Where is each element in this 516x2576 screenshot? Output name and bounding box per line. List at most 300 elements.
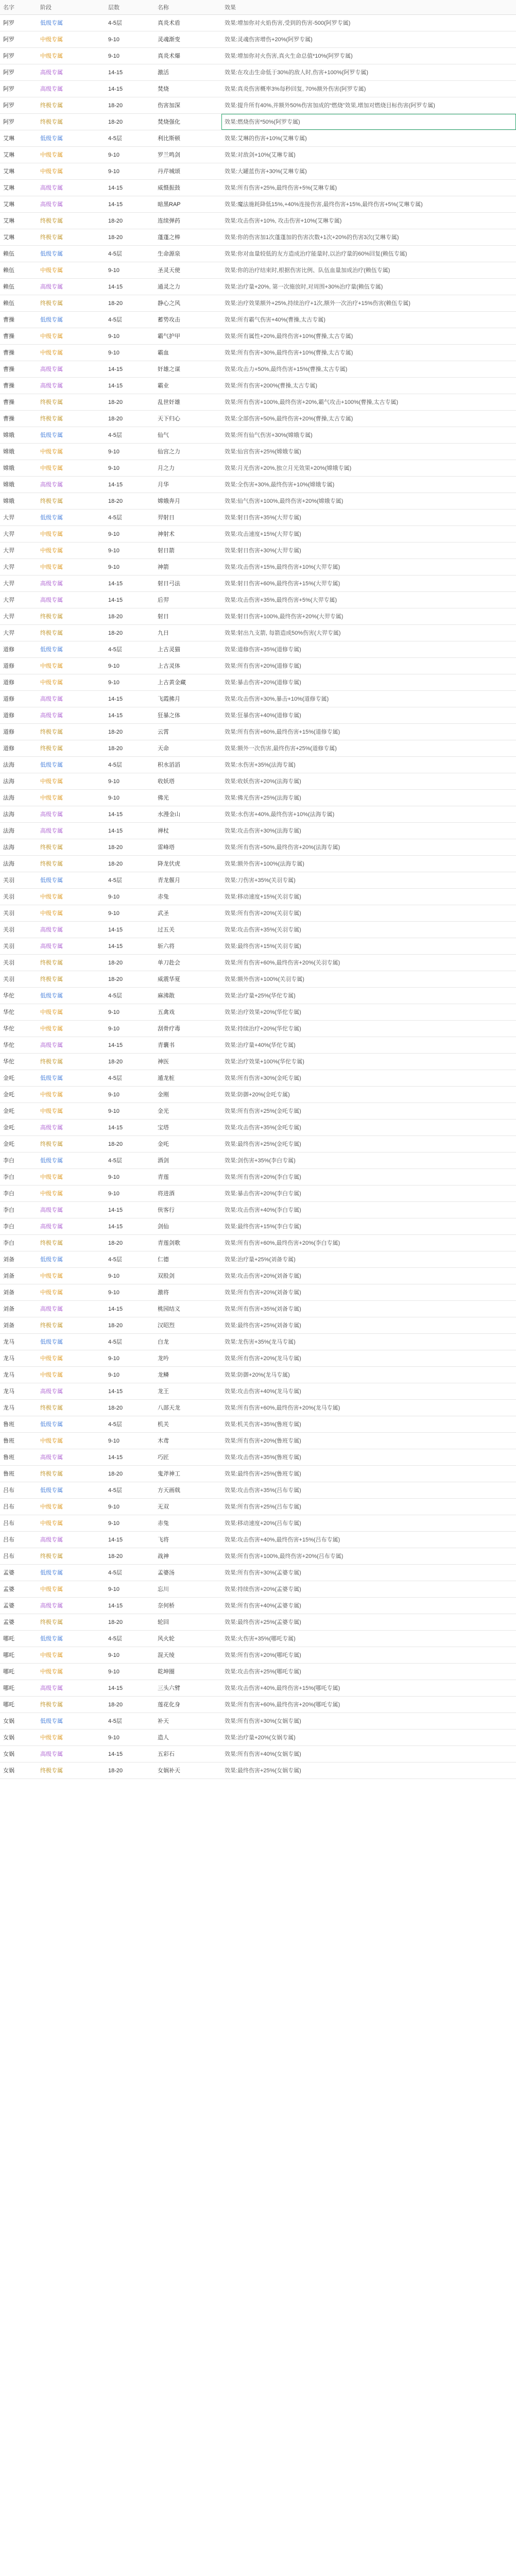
cell-effect: 效果:移动速度+20%(吕布专属) (221, 1515, 516, 1532)
table-row[interactable] (0, 905, 516, 922)
cell-effect: 效果:所有伤害+25%,最终伤害+5%(艾琳专属) (221, 180, 516, 196)
table-row[interactable] (0, 790, 516, 806)
table-row[interactable] (0, 378, 516, 394)
cell-hero-name: 嫦娥 (0, 460, 37, 477)
table-row[interactable] (0, 543, 516, 559)
cell-hero-name: 阿罗 (0, 31, 37, 48)
cell-hero-name: 曹操 (0, 378, 37, 394)
cell-hero-name: 吕布 (0, 1515, 37, 1532)
cell-hero-name: 刘备 (0, 1317, 37, 1334)
cell-hero-name: 吕布 (0, 1532, 37, 1548)
cell-stage: 低级专属 (37, 1251, 105, 1268)
cell-layers: 18-20 (105, 971, 154, 988)
cell-layers: 18-20 (105, 856, 154, 872)
cell-skill-name: 丹芹城颂 (154, 163, 221, 180)
cell-effect: 效果:攻击伤害+40%(龙马专属) (221, 1383, 516, 1400)
column-header-title[interactable]: 名称 (154, 0, 221, 15)
cell-effect: 效果:额外伤害+100%(法海专属) (221, 856, 516, 872)
cell-hero-name: 关羽 (0, 905, 37, 922)
table-row[interactable] (0, 97, 516, 114)
table-row[interactable] (0, 889, 516, 905)
cell-layers: 4-5层 (105, 757, 154, 773)
table-row[interactable] (0, 31, 516, 48)
table-row[interactable] (0, 1169, 516, 1185)
table-row[interactable] (0, 1482, 516, 1499)
cell-layers: 18-20 (105, 1054, 154, 1070)
cell-hero-name: 法海 (0, 757, 37, 773)
table-row[interactable] (0, 493, 516, 510)
cell-effect: 效果:所有伤害+20%(关羽专属) (221, 905, 516, 922)
table-row[interactable] (0, 180, 516, 196)
cell-skill-name: 上古黄金藏 (154, 674, 221, 691)
table-row[interactable] (0, 526, 516, 543)
table-row[interactable] (0, 229, 516, 246)
table-row[interactable] (0, 1367, 516, 1383)
table-row[interactable] (0, 1449, 516, 1466)
table-row[interactable] (0, 1021, 516, 1037)
table-row[interactable] (0, 823, 516, 839)
cell-hero-name: 曹操 (0, 411, 37, 427)
table-row[interactable] (0, 1416, 516, 1433)
cell-layers: 14-15 (105, 477, 154, 493)
cell-skill-name: 五彩石 (154, 1746, 221, 1762)
cell-layers: 18-20 (105, 1697, 154, 1713)
cell-hero-name: 法海 (0, 790, 37, 806)
table-row[interactable] (0, 1647, 516, 1664)
cell-stage: 终极专属 (37, 971, 105, 988)
table-row[interactable] (0, 1466, 516, 1482)
table-row[interactable] (0, 1515, 516, 1532)
table-row[interactable] (0, 1004, 516, 1021)
cell-stage: 低级专属 (37, 1713, 105, 1730)
cell-layers: 14-15 (105, 806, 154, 823)
cell-skill-name: 仙气 (154, 427, 221, 444)
cell-stage: 中级专属 (37, 790, 105, 806)
cell-layers: 14-15 (105, 1598, 154, 1614)
cell-skill-name: 剑仙 (154, 1218, 221, 1235)
table-row[interactable] (0, 955, 516, 971)
table-row[interactable] (0, 1103, 516, 1120)
column-header-layers[interactable]: 层数 (105, 0, 154, 15)
table-row[interactable] (0, 938, 516, 955)
cell-stage: 中级专属 (37, 1087, 105, 1103)
table-row[interactable] (0, 246, 516, 262)
table-row[interactable] (0, 1070, 516, 1087)
table-row[interactable] (0, 196, 516, 213)
table-row[interactable] (0, 1317, 516, 1334)
cell-skill-name: 神箭 (154, 559, 221, 575)
cell-hero-name: 曹操 (0, 345, 37, 361)
table-row[interactable] (0, 328, 516, 345)
table-row[interactable] (0, 1697, 516, 1713)
cell-stage: 低级专属 (37, 1416, 105, 1433)
table-row[interactable] (0, 872, 516, 889)
table-row[interactable] (0, 839, 516, 856)
cell-effect: 效果:所有伤害+100%,最终伤害+20%(吕布专属) (221, 1548, 516, 1565)
cell-skill-name: 赤兔 (154, 889, 221, 905)
cell-skill-name: 圣灵天使 (154, 262, 221, 279)
cell-stage: 终极专属 (37, 493, 105, 510)
cell-skill-name: 霸气护甲 (154, 328, 221, 345)
cell-skill-name: 风火轮 (154, 1631, 221, 1647)
cell-hero-name: 孟婆 (0, 1581, 37, 1598)
table-row[interactable] (0, 641, 516, 658)
cell-hero-name: 道修 (0, 674, 37, 691)
cell-effect: 效果:额外伤害+100%(关羽专属) (221, 971, 516, 988)
table-row[interactable] (0, 1334, 516, 1350)
cell-stage: 高级专属 (37, 707, 105, 724)
table-row[interactable] (0, 1598, 516, 1614)
cell-hero-name: 关羽 (0, 971, 37, 988)
cell-hero-name: 女娲 (0, 1730, 37, 1746)
cell-layers: 18-20 (105, 1466, 154, 1482)
cell-layers: 14-15 (105, 823, 154, 839)
cell-effect: 效果:攻击伤害+15%,最终伤害+10%(大羿专属) (221, 559, 516, 575)
table-row[interactable] (0, 575, 516, 592)
cell-hero-name: 女娲 (0, 1746, 37, 1762)
cell-skill-name: 静心之风 (154, 295, 221, 312)
table-row[interactable] (0, 773, 516, 790)
cell-effect: 效果:所有伤害+200%(曹操,太古专属) (221, 378, 516, 394)
cell-hero-name: 大羿 (0, 625, 37, 641)
column-header-effect[interactable]: 效果 (221, 0, 516, 15)
cell-effect: 效果:所有伤害+60%,最终伤害+20%(李白专属) (221, 1235, 516, 1251)
cell-layers: 14-15 (105, 1680, 154, 1697)
cell-effect: 效果:攻击速度+15%(大羿专属) (221, 526, 516, 543)
table-row[interactable] (0, 1153, 516, 1169)
cell-skill-name: 孟婆汤 (154, 1565, 221, 1581)
cell-effect: 效果:所有伤害+25%(吕布专属) (221, 1499, 516, 1515)
table-row[interactable] (0, 724, 516, 740)
cell-layers: 14-15 (105, 938, 154, 955)
cell-hero-name: 赖伍 (0, 262, 37, 279)
cell-skill-name: 赤兔 (154, 1515, 221, 1532)
table-row[interactable] (0, 1713, 516, 1730)
cell-skill-name: 汉昭烈 (154, 1317, 221, 1334)
table-row[interactable] (0, 1631, 516, 1647)
cell-effect: 效果:射日伤害+30%(大羿专属) (221, 543, 516, 559)
table-row[interactable] (0, 658, 516, 674)
cell-stage: 终极专属 (37, 625, 105, 641)
table-row[interactable] (0, 1235, 516, 1251)
table-row[interactable] (0, 64, 516, 81)
cell-skill-name: 灵魂渐变 (154, 31, 221, 48)
cell-skill-name: 忘川 (154, 1581, 221, 1598)
cell-stage: 低级专属 (37, 641, 105, 658)
cell-effect: 效果:你对血量较低的友方造成治疗能量时,以治疗量的60%回复(赖伍专属) (221, 246, 516, 262)
cell-stage: 高级专属 (37, 81, 105, 97)
table-row[interactable] (0, 48, 516, 64)
cell-skill-name: 遁龙桩 (154, 1070, 221, 1087)
table-row[interactable] (0, 691, 516, 707)
cell-hero-name: 金吒 (0, 1087, 37, 1103)
cell-hero-name: 艾琳 (0, 163, 37, 180)
cell-stage: 中级专属 (37, 48, 105, 64)
table-row[interactable] (0, 1268, 516, 1284)
cell-skill-name: 天命 (154, 740, 221, 757)
cell-layers: 18-20 (105, 608, 154, 625)
table-row[interactable] (0, 312, 516, 328)
cell-layers: 14-15 (105, 1037, 154, 1054)
cell-effect: 效果:真炎伤害概率3%每秒回复, 70%额外伤害(阿罗专属) (221, 81, 516, 97)
cell-layers: 18-20 (105, 114, 154, 130)
cell-stage: 高级专属 (37, 196, 105, 213)
cell-skill-name: 机关 (154, 1416, 221, 1433)
table-row[interactable] (0, 1087, 516, 1103)
cell-skill-name: 生命源泉 (154, 246, 221, 262)
cell-skill-name: 混天绫 (154, 1647, 221, 1664)
table-row[interactable] (0, 213, 516, 229)
cell-hero-name: 赖伍 (0, 295, 37, 312)
cell-hero-name: 嫦娥 (0, 444, 37, 460)
cell-hero-name: 道修 (0, 740, 37, 757)
cell-effect: 效果:所有伤害+30%,最终伤害+10%(曹操,太古专属) (221, 345, 516, 361)
cell-hero-name: 道修 (0, 724, 37, 740)
cell-stage: 终极专属 (37, 608, 105, 625)
column-header-name[interactable]: 名字 (0, 0, 37, 15)
cell-effect: 效果:所有伤害+35%(刘备专属) (221, 1301, 516, 1317)
cell-layers: 14-15 (105, 1532, 154, 1548)
cell-hero-name: 李白 (0, 1202, 37, 1218)
table-row[interactable] (0, 608, 516, 625)
table-row[interactable] (0, 559, 516, 575)
cell-skill-name: 五禽戏 (154, 1004, 221, 1021)
cell-skill-name: 过五关 (154, 922, 221, 938)
cell-stage: 高级专属 (37, 938, 105, 955)
cell-effect: 效果:所有伤害+40%(孟婆专属) (221, 1598, 516, 1614)
table-row[interactable] (0, 427, 516, 444)
cell-skill-name: 射日 (154, 608, 221, 625)
table-row[interactable] (0, 1614, 516, 1631)
cell-effect: 效果:魔法施耗降低15%,+40%连接伤害,最终伤害+15%,最终伤害+5%(艾琳专属) (221, 196, 516, 213)
table-row[interactable] (0, 114, 516, 130)
table-row[interactable] (0, 1762, 516, 1779)
cell-layers: 18-20 (105, 213, 154, 229)
table-row[interactable] (0, 262, 516, 279)
cell-effect: 效果:攻击伤害+30%,暴击+10%(道修专属) (221, 691, 516, 707)
table-row[interactable] (0, 1301, 516, 1317)
cell-layers: 14-15 (105, 1383, 154, 1400)
table-row[interactable] (0, 130, 516, 147)
cell-hero-name: 道修 (0, 707, 37, 724)
cell-effect: 效果:所有伤害+20%(哪吒专属) (221, 1647, 516, 1664)
table-row[interactable] (0, 707, 516, 724)
cell-layers: 9-10 (105, 444, 154, 460)
cell-hero-name: 华佗 (0, 988, 37, 1004)
cell-hero-name: 大羿 (0, 559, 37, 575)
cell-layers: 9-10 (105, 526, 154, 543)
cell-hero-name: 李白 (0, 1153, 37, 1169)
cell-hero-name: 龙马 (0, 1350, 37, 1367)
cell-skill-name: 利比斯顿 (154, 130, 221, 147)
cell-hero-name: 吕布 (0, 1499, 37, 1515)
cell-hero-name: 孟婆 (0, 1614, 37, 1631)
cell-layers: 9-10 (105, 1169, 154, 1185)
cell-effect: 效果:攻击伤害+35%(鲁班专属) (221, 1449, 516, 1466)
cell-effect: 效果:额外一次伤害,最终伤害+25%(道修专属) (221, 740, 516, 757)
cell-effect: 效果:火伤害+35%(哪吒专属) (221, 1631, 516, 1647)
cell-effect: 效果:增加你对火焰伤害,受到的伤害-500(阿罗专属) (221, 15, 516, 31)
table-row[interactable] (0, 1400, 516, 1416)
cell-layers: 14-15 (105, 592, 154, 608)
table-row[interactable] (0, 279, 516, 295)
cell-stage: 中级专属 (37, 31, 105, 48)
cell-hero-name: 阿罗 (0, 81, 37, 97)
table-row[interactable] (0, 740, 516, 757)
table-row[interactable] (0, 988, 516, 1004)
cell-skill-name: 奈何桥 (154, 1598, 221, 1614)
table-row[interactable] (0, 1218, 516, 1235)
cell-effect: 效果:水伤害+35%(法海专属) (221, 757, 516, 773)
table-row[interactable] (0, 1548, 516, 1565)
table-row[interactable] (0, 295, 516, 312)
cell-layers: 14-15 (105, 1449, 154, 1466)
cell-hero-name: 曹操 (0, 361, 37, 378)
table-row[interactable] (0, 394, 516, 411)
table-row[interactable] (0, 1383, 516, 1400)
cell-layers: 9-10 (105, 1730, 154, 1746)
cell-skill-name: 上古灵猫 (154, 641, 221, 658)
cell-effect: 效果:全部伤害+50%,最终伤害+20%(曹操,太古专属) (221, 411, 516, 427)
table-row[interactable] (0, 1284, 516, 1301)
table-row[interactable] (0, 1565, 516, 1581)
cell-hero-name: 法海 (0, 856, 37, 872)
table-row[interactable] (0, 625, 516, 641)
table-row[interactable] (0, 1251, 516, 1268)
cell-skill-name: 蓬蓬之棒 (154, 229, 221, 246)
table-row[interactable] (0, 81, 516, 97)
table-row[interactable] (0, 411, 516, 427)
cell-stage: 终极专属 (37, 1548, 105, 1565)
table-row[interactable] (0, 1664, 516, 1680)
cell-stage: 终极专属 (37, 1614, 105, 1631)
cell-skill-name: 收妖塔 (154, 773, 221, 790)
cell-stage: 低级专属 (37, 1565, 105, 1581)
cell-effect: 效果:暴击伤害+20%(李白专属) (221, 1185, 516, 1202)
cell-skill-name: 造人 (154, 1730, 221, 1746)
table-row[interactable] (0, 510, 516, 526)
table-row[interactable] (0, 1054, 516, 1070)
cell-effect: 效果:所有伤害+60%,最终伤害+15%(道修专属) (221, 724, 516, 740)
cell-layers: 9-10 (105, 328, 154, 345)
cell-stage: 终极专属 (37, 1400, 105, 1416)
cell-layers: 9-10 (105, 543, 154, 559)
cell-effect: 效果:剑伤害+35%(李白专属) (221, 1153, 516, 1169)
cell-effect: 效果:所有伤害+20%(李白专属) (221, 1169, 516, 1185)
cell-effect: 效果:治疗效果+20%(华佗专属) (221, 1004, 516, 1021)
cell-skill-name: 佛光 (154, 790, 221, 806)
table-row[interactable] (0, 361, 516, 378)
table-row[interactable] (0, 1433, 516, 1449)
cell-stage: 低级专属 (37, 1070, 105, 1087)
cell-stage: 低级专属 (37, 15, 105, 31)
cell-hero-name: 法海 (0, 839, 37, 856)
table-row[interactable] (0, 922, 516, 938)
table-row[interactable] (0, 674, 516, 691)
cell-stage: 终极专属 (37, 1235, 105, 1251)
cell-skill-name: 通灵之力 (154, 279, 221, 295)
cell-hero-name: 龙马 (0, 1367, 37, 1383)
cell-layers: 9-10 (105, 1087, 154, 1103)
table-row[interactable] (0, 477, 516, 493)
cell-effect: 效果:最终伤害+25%(女娲专属) (221, 1762, 516, 1779)
table-row[interactable] (0, 1680, 516, 1697)
table-row[interactable] (0, 147, 516, 163)
cell-hero-name: 阿罗 (0, 64, 37, 81)
cell-stage: 高级专属 (37, 806, 105, 823)
table-row[interactable] (0, 444, 516, 460)
table-row[interactable] (0, 1499, 516, 1515)
cell-effect: 效果:攻击伤害+35%,最终伤害+5%(大羿专属) (221, 592, 516, 608)
cell-stage: 中级专属 (37, 328, 105, 345)
cell-stage: 高级专属 (37, 691, 105, 707)
cell-effect: 效果:增加你对火伤害,真火生命总值*10%(阿罗专属) (221, 48, 516, 64)
table-row[interactable] (0, 1746, 516, 1762)
table-row[interactable] (0, 1581, 516, 1598)
table-row[interactable] (0, 1185, 516, 1202)
cell-skill-name: 战神 (154, 1548, 221, 1565)
table-row[interactable] (0, 1120, 516, 1136)
cell-effect: 效果:机关伤害+35%(鲁班专属) (221, 1416, 516, 1433)
cell-hero-name: 曹操 (0, 394, 37, 411)
cell-layers: 9-10 (105, 1515, 154, 1532)
cell-skill-name: 后羿 (154, 592, 221, 608)
table-row[interactable] (0, 1202, 516, 1218)
table-row[interactable] (0, 592, 516, 608)
table-row[interactable] (0, 757, 516, 773)
cell-skill-name: 无双 (154, 1499, 221, 1515)
cell-stage: 高级专属 (37, 1120, 105, 1136)
cell-effect: 效果:治疗量+20%(女娲专属) (221, 1730, 516, 1746)
table-row[interactable] (0, 15, 516, 31)
table-row[interactable] (0, 1350, 516, 1367)
column-header-stage[interactable]: 阶段 (37, 0, 105, 15)
cell-stage: 高级专属 (37, 575, 105, 592)
cell-layers: 9-10 (105, 345, 154, 361)
cell-layers: 18-20 (105, 1548, 154, 1565)
cell-layers: 14-15 (105, 180, 154, 196)
cell-layers: 4-5层 (105, 1251, 154, 1268)
cell-hero-name: 大羿 (0, 526, 37, 543)
cell-layers: 14-15 (105, 575, 154, 592)
table-row[interactable] (0, 163, 516, 180)
table-row[interactable] (0, 856, 516, 872)
table-row[interactable] (0, 1136, 516, 1153)
cell-stage: 低级专属 (37, 1631, 105, 1647)
cell-effect: 效果:灵魂伤害增伤+20%(阿罗专属) (221, 31, 516, 48)
cell-stage: 终极专属 (37, 1697, 105, 1713)
cell-stage: 终极专属 (37, 213, 105, 229)
cell-effect: 效果:所有伤害+60%,最终伤害+20%(龙马专属) (221, 1400, 516, 1416)
table-row[interactable] (0, 1037, 516, 1054)
cell-skill-name: 龙鳞 (154, 1367, 221, 1383)
cell-layers: 18-20 (105, 295, 154, 312)
cell-layers: 9-10 (105, 163, 154, 180)
cell-effect: 效果:水伤害+40%,最终伤害+10%(法海专属) (221, 806, 516, 823)
cell-skill-name: 神医 (154, 1054, 221, 1070)
cell-stage: 中级专属 (37, 444, 105, 460)
cell-layers: 14-15 (105, 1120, 154, 1136)
table-row[interactable] (0, 971, 516, 988)
table-row[interactable] (0, 1532, 516, 1548)
cell-layers: 18-20 (105, 1235, 154, 1251)
table-row[interactable] (0, 1730, 516, 1746)
table-row[interactable] (0, 345, 516, 361)
table-row[interactable] (0, 806, 516, 823)
table-row[interactable] (0, 460, 516, 477)
cell-skill-name: 焚烧强化 (154, 114, 221, 130)
cell-layers: 4-5层 (105, 641, 154, 658)
